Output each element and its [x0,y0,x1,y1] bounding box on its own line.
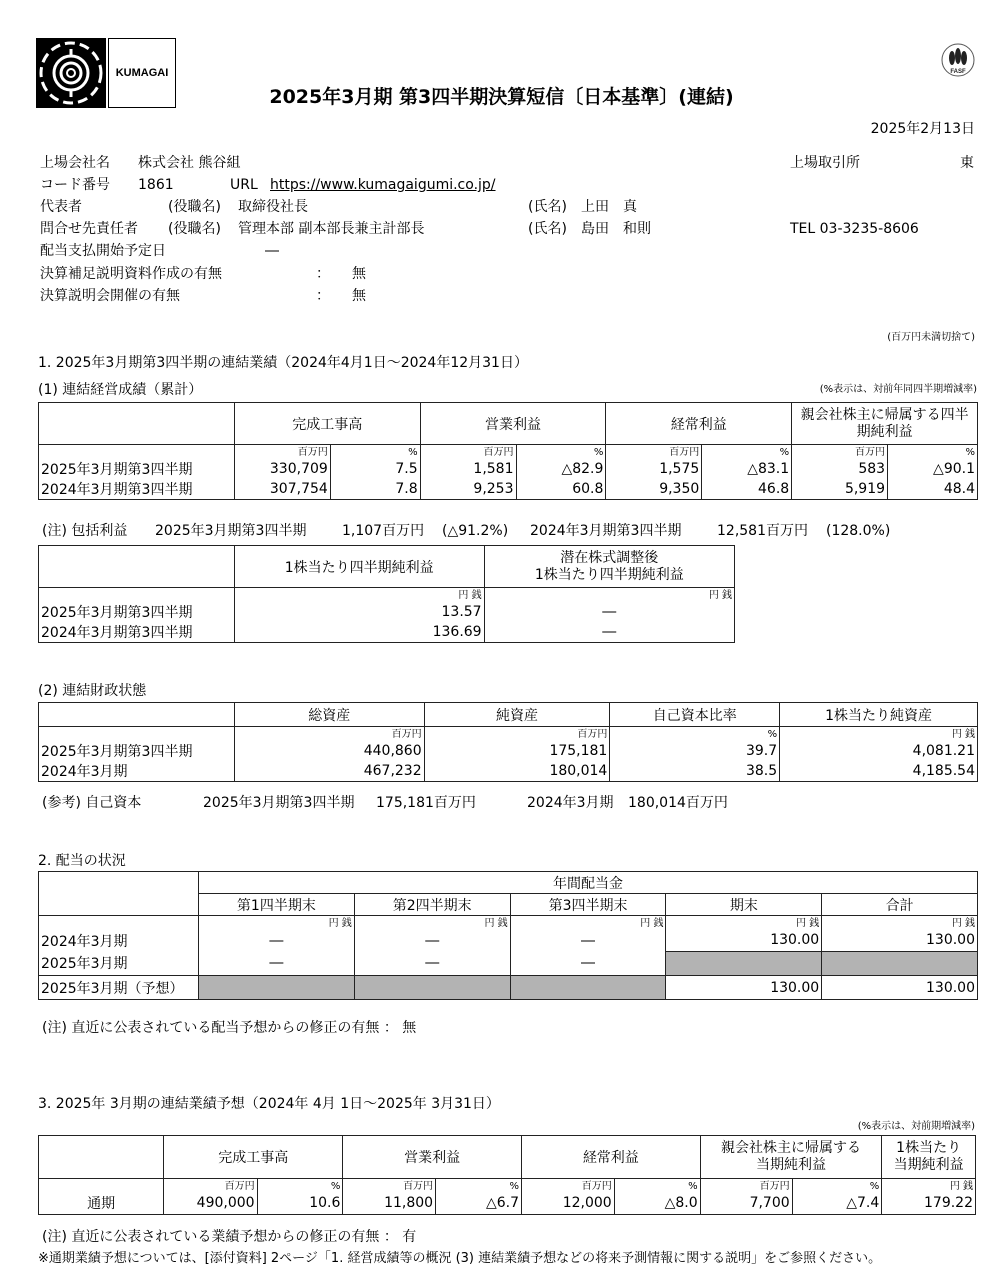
comprehensive-c2: (128.0%) [826,523,891,539]
col-equity-ratio: 自己資本比率 [610,703,780,727]
unit-label: % [330,445,420,459]
exchange-value: 東 [960,155,974,171]
section3-pct-note: (%表示は、対前期増減率) [857,1121,975,1132]
dividend-revision-note: (注) 直近に公表されている配当予想からの修正の有無 ： 無 [42,1020,417,1036]
cell-value: 136.69 [234,622,484,643]
unit-label: 円 銭 [780,727,978,741]
unit-label: % [610,727,780,741]
contact-name-label: (氏名) [528,221,567,237]
header-blank [39,703,235,727]
cell-value: 307,754 [234,479,330,500]
col-net-sales: 完成工事高 [164,1136,343,1179]
rep-name: 上田 真 [581,199,637,215]
col-eps: 1株当たり 当期純利益 [882,1136,976,1179]
cell-value: 5,919 [792,479,888,500]
unit-label: 円 銭 [666,916,822,930]
cell-value: 12,000 [522,1193,615,1215]
cell-value: 48.4 [888,479,978,500]
cell-value: △6.7 [436,1193,522,1215]
shaded-cell [198,976,354,1000]
exchange-label: 上場取引所 [790,155,860,171]
equity-note-label: (参考) 自己資本 [42,795,142,811]
cell-value: 7.8 [330,479,420,500]
fasf-mark-icon [940,42,976,78]
supplement-label: 決算補足説明資料作成の有無 [40,266,222,282]
financial-position-table [38,702,978,782]
unit-label: % [516,445,606,459]
comprehensive-c1: (△91.2%) [442,523,509,539]
unit-label: % [614,1179,700,1193]
table-row [39,459,978,479]
col-total-assets: 総資産 [234,703,424,727]
equity-note-v1: 175,181百万円 [376,795,476,811]
col-q3-end: 第3四半期末 [510,894,666,916]
cell-value: 175,181 [424,741,610,761]
dividend-table [38,871,978,1000]
row-label: 通期 [39,1193,164,1215]
cell-value: 4,081.21 [780,741,978,761]
row-label: 2024年3月期第3四半期 [39,479,235,500]
cell-value: 440,860 [234,741,424,761]
unit-label: 円 銭 [198,916,354,930]
unit-label: 円 銭 [484,588,734,602]
cell-value: 130.00 [666,930,822,952]
col-net-income: 親会社株主に帰属する 当期純利益 [700,1136,882,1179]
shaded-cell [354,976,510,1000]
shaded-cell [666,952,822,976]
unit-label: 百万円 [792,445,888,459]
cell-value: 130.00 [822,976,978,1000]
contact-title: 管理本部 副本部長兼主計部長 [238,221,425,237]
unit-label: 百万円 [343,1179,436,1193]
rounding-note: (百万円未満切捨て) [887,332,975,343]
code-value: 1861 [138,177,174,193]
listed-name-label: 上場会社名 [40,155,110,171]
shaded-cell [510,976,666,1000]
row-label: 2025年3月期第3四半期 [39,602,235,622]
cell-value: 179.22 [882,1193,976,1215]
unit-label: 円 銭 [822,916,978,930]
cell-value: 1,575 [606,459,702,479]
unit-label: % [888,445,978,459]
cell-value: 130.00 [822,930,978,952]
cell-value: △7.4 [792,1193,882,1215]
supplement-colon: ： [316,266,330,282]
dividend-date-value: ― [265,243,279,259]
cell-value: 4,185.54 [780,761,978,782]
section2-title: 2. 配当の状況 [38,853,126,869]
table-row [39,952,978,976]
section3-title: 3. 2025年 3月期の連結業績予想（2024年 4月 1日～2025年 3月31日） [38,1096,500,1112]
row-label: 2025年3月期第3四半期 [39,459,235,479]
row-label: 2025年3月期第3四半期 [39,741,235,761]
cell-value: 1,581 [420,459,516,479]
col-q1-end: 第1四半期末 [198,894,354,916]
cell-value: ― [354,952,510,976]
contact-label: 問合せ先責任者 [40,221,138,237]
cell-value: 46.8 [702,479,792,500]
col-ordinary-income: 経常利益 [522,1136,701,1179]
url-label: URL [230,177,258,193]
shaded-cell [822,952,978,976]
unit-label: 円 銭 [354,916,510,930]
row-label: 2025年3月期（予想） [39,976,199,1000]
table-row [39,1193,976,1215]
report-date: 2025年2月13日 [870,121,975,137]
cell-value: 130.00 [666,976,822,1000]
logo-wordmark: KUMAGAI [108,38,176,108]
section1-sub2-title: (2) 連結財政状態 [38,683,147,699]
col-net-income: 親会社株主に帰属する四半期純利益 [792,403,978,445]
cell-value: ― [198,930,354,952]
cell-value: △90.1 [888,459,978,479]
table-row [39,741,978,761]
col-ordinary-income: 経常利益 [606,403,792,445]
header-blank [39,546,235,588]
cell-value: △8.0 [614,1193,700,1215]
listed-name: 株式会社 熊谷組 [138,155,241,171]
contact-tel: TEL 03-3235-8606 [790,221,919,237]
cell-value: △82.9 [516,459,606,479]
rep-name-label: (氏名) [528,199,567,215]
unit-label: 百万円 [420,445,516,459]
forecast-revision-note: (注) 直近に公表されている業績予想からの修正の有無 ： 有 [42,1229,417,1245]
col-diluted-eps: 潜在株式調整後 1株当たり四半期純利益 [484,546,734,588]
cell-value: △83.1 [702,459,792,479]
unit-label: 百万円 [700,1179,792,1193]
cell-value: 13.57 [234,602,484,622]
col-bps: 1株当たり純資産 [780,703,978,727]
cell-value: 180,014 [424,761,610,782]
unit-label: 百万円 [424,727,610,741]
forecast-table [38,1135,976,1215]
comprehensive-v2: 12,581百万円 [717,523,808,539]
equity-note-p1: 2025年3月期第3四半期 [203,795,355,811]
comprehensive-p2: 2024年3月期第3四半期 [530,523,682,539]
forecast-footnote: ※通期業績予想については、[添付資料] 2ページ「1. 経営成績等の概況 (3) 連結業績予想などの将来予測情報に関する説明」をご参照ください。 [38,1251,882,1266]
comprehensive-p1: 2025年3月期第3四半期 [155,523,307,539]
unit-label: 百万円 [234,445,330,459]
unit-label: 百万円 [522,1179,615,1193]
equity-note-v2: 180,014百万円 [628,795,728,811]
row-label: 2025年3月期 [39,952,199,976]
cell-value: 10.6 [257,1193,343,1215]
company-url-link[interactable]: https://www.kumagaigumi.co.jp/ [270,177,496,193]
code-label: コード番号 [40,177,110,193]
row-label: 2024年3月期第3四半期 [39,622,235,643]
unit-label: % [702,445,792,459]
table-row [39,976,978,1000]
unit-label: 円 銭 [510,916,666,930]
contact-title-label: (役職名) [168,221,221,237]
comprehensive-note-label: (注) 包括利益 [42,523,128,539]
briefing-label: 決算説明会開催の有無 [40,288,180,304]
representative-label: 代表者 [40,199,82,215]
comprehensive-v1: 1,107百万円 [342,523,425,539]
cell-value: 7.5 [330,459,420,479]
cell-value: 38.5 [610,761,780,782]
section1-pct-note: (%表示は、対前年同四半期増減率) [819,384,977,395]
cell-value: 9,350 [606,479,702,500]
cell-value: ― [354,930,510,952]
unit-label: 百万円 [606,445,702,459]
cell-value: ― [198,952,354,976]
briefing-colon: ： [316,288,330,304]
operating-results-table [38,402,978,500]
cell-value: 330,709 [234,459,330,479]
cell-value: 39.7 [610,741,780,761]
col-total: 合計 [822,894,978,916]
table-row [39,622,735,643]
equity-note-p2: 2024年3月期 [527,795,614,811]
cell-value: 490,000 [164,1193,257,1215]
cell-value: 467,232 [234,761,424,782]
contact-name: 島田 和則 [581,221,651,237]
cell-value: ― [510,930,666,952]
cell-value: 7,700 [700,1193,792,1215]
table-row [39,930,978,952]
unit-label: % [436,1179,522,1193]
cell-value: ― [484,622,734,643]
cell-value: 11,800 [343,1193,436,1215]
row-label: 2024年3月期 [39,930,199,952]
cell-value: ― [484,602,734,622]
unit-label: 百万円 [164,1179,257,1193]
col-operating-income: 営業利益 [343,1136,522,1179]
col-annual-dividend: 年間配当金 [198,872,977,894]
unit-label: % [792,1179,882,1193]
unit-label: 円 銭 [234,588,484,602]
rep-title-label: (役職名) [168,199,221,215]
row-label: 2024年3月期 [39,761,235,782]
cell-value: 9,253 [420,479,516,500]
briefing-value: 無 [352,288,366,304]
table-row [39,602,735,622]
unit-label: 円 銭 [882,1179,976,1193]
unit-label: % [257,1179,343,1193]
col-operating-income: 営業利益 [420,403,606,445]
table-row [39,479,978,500]
header-blank [39,403,235,445]
cell-value: 60.8 [516,479,606,500]
supplement-value: 無 [352,266,366,282]
dividend-date-label: 配当支払開始予定日 [40,243,166,259]
col-eps: 1株当たり四半期純利益 [234,546,484,588]
document-title: 2025年3月期 第3四半期決算短信〔日本基準〕(連結) [269,86,734,108]
eps-table [38,545,735,643]
col-year-end: 期末 [666,894,822,916]
section1-title: 1. 2025年3月期第3四半期の連結業績（2024年4月1日～2024年12月31日） [38,355,528,371]
header-blank [39,1136,164,1179]
col-net-assets: 純資産 [424,703,610,727]
col-q2-end: 第2四半期末 [354,894,510,916]
cell-value: ― [510,952,666,976]
svg-text:FASF: FASF [950,69,966,75]
col-net-sales: 完成工事高 [234,403,420,445]
header-blank [39,872,199,916]
cell-value: 583 [792,459,888,479]
section1-sub1-title: (1) 連結経営成績（累計） [38,382,203,398]
unit-label: 百万円 [234,727,424,741]
table-row [39,761,978,782]
rep-title: 取締役社長 [238,199,308,215]
